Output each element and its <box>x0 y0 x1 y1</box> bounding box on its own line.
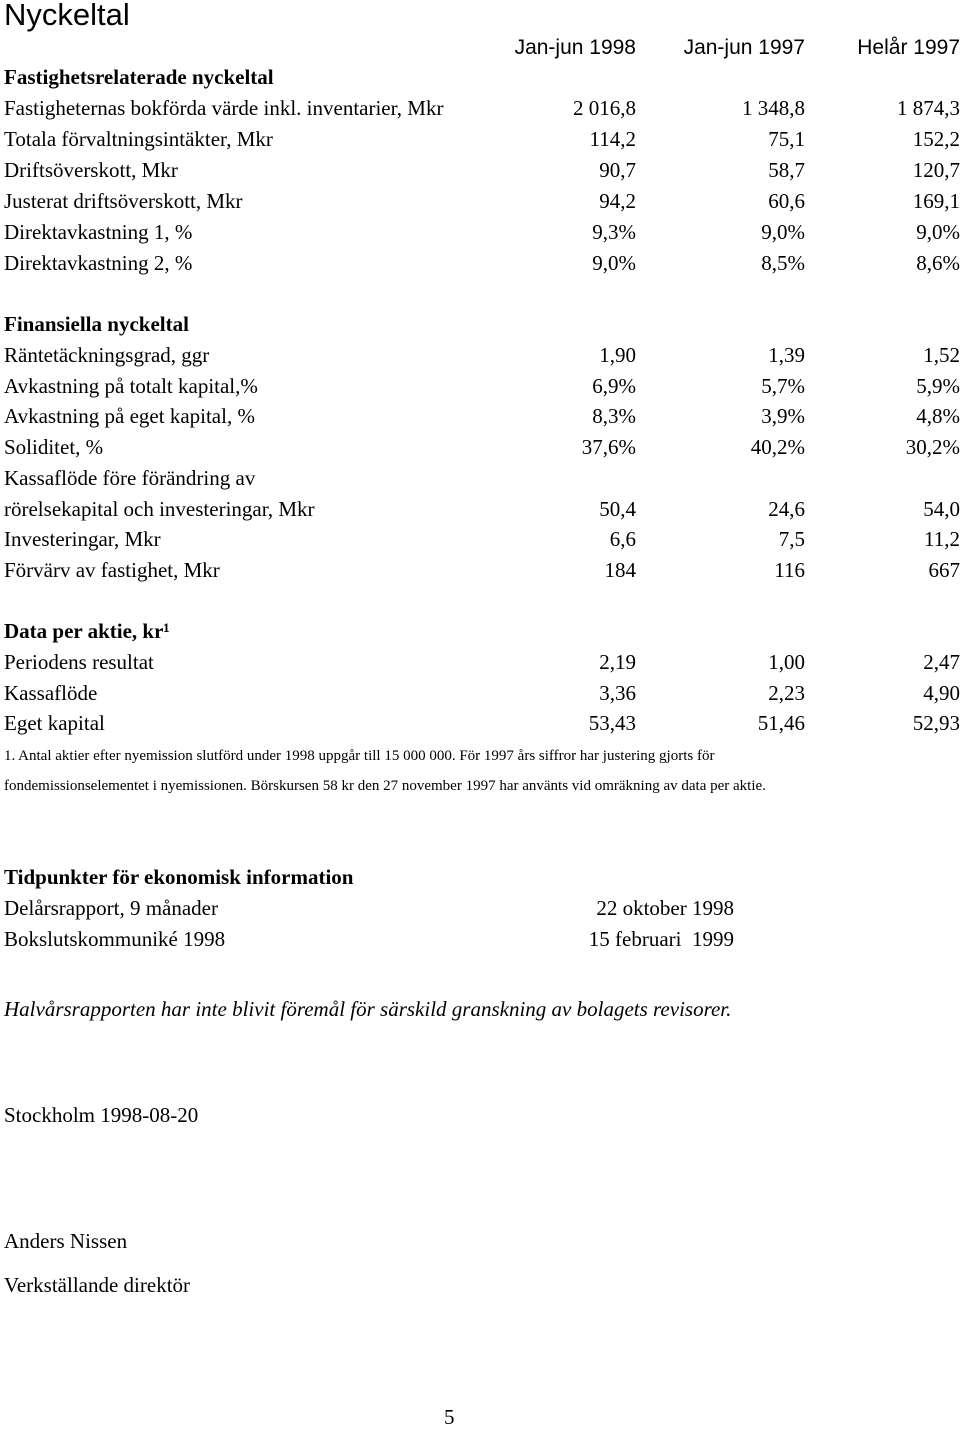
table-row <box>0 555 960 585</box>
row-label: Kassaflöde <box>4 681 98 705</box>
cell-jan-jun-1998: 1,90 <box>599 343 636 367</box>
cell-jan-jun-1998: 9,3% <box>592 220 636 244</box>
table-row <box>0 93 960 123</box>
timeline-label: Delårsrapport, 9 månader <box>4 896 218 920</box>
table-row <box>0 432 960 462</box>
table-row <box>0 708 960 738</box>
cell-helar-1997: 4,90 <box>923 681 960 705</box>
cell-jan-jun-1998: 6,6 <box>609 527 636 551</box>
table-row <box>0 524 960 554</box>
row-label: Justerat driftsöverskott, Mkr <box>4 189 243 213</box>
cell-jan-jun-1997: 7,5 <box>778 527 805 551</box>
row-label: Totala förvaltningsintäkter, Mkr <box>4 127 273 151</box>
cell-helar-1997: 30,2% <box>905 435 960 459</box>
cell-helar-1997: 2,47 <box>923 650 960 674</box>
signatory-title: Verkställande direktör <box>4 1273 191 1297</box>
cell-jan-jun-1998: 184 <box>604 558 636 582</box>
table-row <box>0 463 960 493</box>
cell-helar-1997: 5,9% <box>916 374 960 398</box>
column-header-jan-jun-1997: Jan-jun 1997 <box>683 36 805 59</box>
row-label: Periodens resultat <box>4 650 154 674</box>
footnote-line: fondemissionselementet i nyemissionen. Börskursen 58 kr den 27 november 1997 har använts vid omräkning av data per aktie. <box>4 778 766 794</box>
cell-jan-jun-1997: 3,9% <box>761 404 805 428</box>
cell-jan-jun-1998: 8,3% <box>592 404 636 428</box>
table-row <box>0 248 960 278</box>
table-row <box>0 186 960 216</box>
row-label: Investeringar, Mkr <box>4 527 161 551</box>
section-heading-per-share: Data per aktie, kr¹ <box>4 619 170 643</box>
table-row <box>0 340 960 370</box>
column-header-jan-jun-1998: Jan-jun 1998 <box>514 36 636 59</box>
cell-helar-1997: 54,0 <box>923 497 960 521</box>
table-row <box>0 124 960 154</box>
timeline-date: 15 februari 1999 <box>588 927 734 951</box>
cell-helar-1997: 120,7 <box>912 158 960 182</box>
cell-helar-1997: 152,2 <box>912 127 960 151</box>
cell-jan-jun-1997: 2,23 <box>768 681 805 705</box>
cell-helar-1997: 9,0% <box>916 220 960 244</box>
cell-helar-1997: 169,1 <box>912 189 960 213</box>
section-heading-property: Fastighetsrelaterade nyckeltal <box>4 65 274 89</box>
cell-jan-jun-1997: 58,7 <box>768 158 805 182</box>
table-row <box>0 494 960 524</box>
row-label: Fastigheternas bokförda värde inkl. inventarier, Mkr <box>4 96 444 120</box>
column-header-helar-1997: Helår 1997 <box>857 36 960 59</box>
page-title: Nyckeltal <box>4 0 130 32</box>
page-number: 5 <box>444 1405 455 1429</box>
cell-jan-jun-1998: 94,2 <box>599 189 636 213</box>
table-row <box>0 155 960 185</box>
cell-jan-jun-1997: 75,1 <box>768 127 805 151</box>
row-label: rörelsekapital och investeringar, Mkr <box>4 497 315 521</box>
cell-jan-jun-1997: 8,5% <box>761 251 805 275</box>
audit-statement: Halvårsrapporten har inte blivit föremål för särskild granskning av bolagets revisorer. <box>4 997 732 1021</box>
row-label: Direktavkastning 1, % <box>4 220 193 244</box>
row-label: Soliditet, % <box>4 435 104 459</box>
row-label: Driftsöverskott, Mkr <box>4 158 178 182</box>
cell-jan-jun-1998: 3,36 <box>599 681 636 705</box>
cell-jan-jun-1998: 37,6% <box>581 435 636 459</box>
cell-jan-jun-1997: 60,6 <box>768 189 805 213</box>
cell-jan-jun-1998: 53,43 <box>588 711 636 735</box>
timeline-label: Bokslutskommuniké 1998 <box>4 927 226 951</box>
cell-jan-jun-1998: 9,0% <box>592 251 636 275</box>
timeline-date: 22 oktober 1998 <box>596 896 734 920</box>
cell-jan-jun-1997: 1,00 <box>768 650 805 674</box>
row-label: Förvärv av fastighet, Mkr <box>4 558 220 582</box>
cell-jan-jun-1997: 1 348,8 <box>742 96 805 120</box>
table-row <box>0 217 960 247</box>
cell-jan-jun-1998: 2 016,8 <box>573 96 636 120</box>
table-row <box>0 371 960 401</box>
cell-jan-jun-1997: 9,0% <box>761 220 805 244</box>
cell-jan-jun-1997: 116 <box>774 558 805 582</box>
cell-jan-jun-1998: 50,4 <box>599 497 636 521</box>
cell-helar-1997: 52,93 <box>912 711 960 735</box>
table-row <box>0 678 960 708</box>
table-row <box>0 647 960 677</box>
cell-jan-jun-1997: 1,39 <box>768 343 805 367</box>
cell-jan-jun-1997: 51,46 <box>757 711 805 735</box>
cell-helar-1997: 4,8% <box>916 404 960 428</box>
row-label: Eget kapital <box>4 711 105 735</box>
cell-jan-jun-1998: 90,7 <box>599 158 636 182</box>
cell-jan-jun-1998: 114,2 <box>589 127 636 151</box>
cell-jan-jun-1997: 5,7% <box>761 374 805 398</box>
row-label: Avkastning på totalt kapital,% <box>4 374 258 398</box>
footnote-line: 1. Antal aktier efter nyemission slutförd under 1998 uppgår till 15 000 000. För 1997 års siffror har justering gjorts för <box>4 748 715 764</box>
cell-helar-1997: 8,6% <box>916 251 960 275</box>
table-row <box>0 401 960 431</box>
cell-helar-1997: 1 874,3 <box>897 96 960 120</box>
place-date: Stockholm 1998-08-20 <box>4 1103 199 1127</box>
cell-jan-jun-1998: 6,9% <box>592 374 636 398</box>
cell-jan-jun-1997: 24,6 <box>768 497 805 521</box>
section-heading-financial: Finansiella nyckeltal <box>4 312 189 336</box>
cell-jan-jun-1997: 40,2% <box>750 435 805 459</box>
row-label: Avkastning på eget kapital, % <box>4 404 255 428</box>
cell-jan-jun-1998: 2,19 <box>599 650 636 674</box>
row-label: Kassaflöde före förändring av <box>4 466 256 490</box>
row-label: Räntetäckningsgrad, ggr <box>4 343 210 367</box>
cell-helar-1997: 667 <box>928 558 960 582</box>
row-label: Direktavkastning 2, % <box>4 251 193 275</box>
cell-helar-1997: 11,2 <box>924 527 960 551</box>
cell-helar-1997: 1,52 <box>923 343 960 367</box>
timeline-heading: Tidpunkter för ekonomisk information <box>4 865 354 889</box>
signatory-name: Anders Nissen <box>4 1229 128 1253</box>
